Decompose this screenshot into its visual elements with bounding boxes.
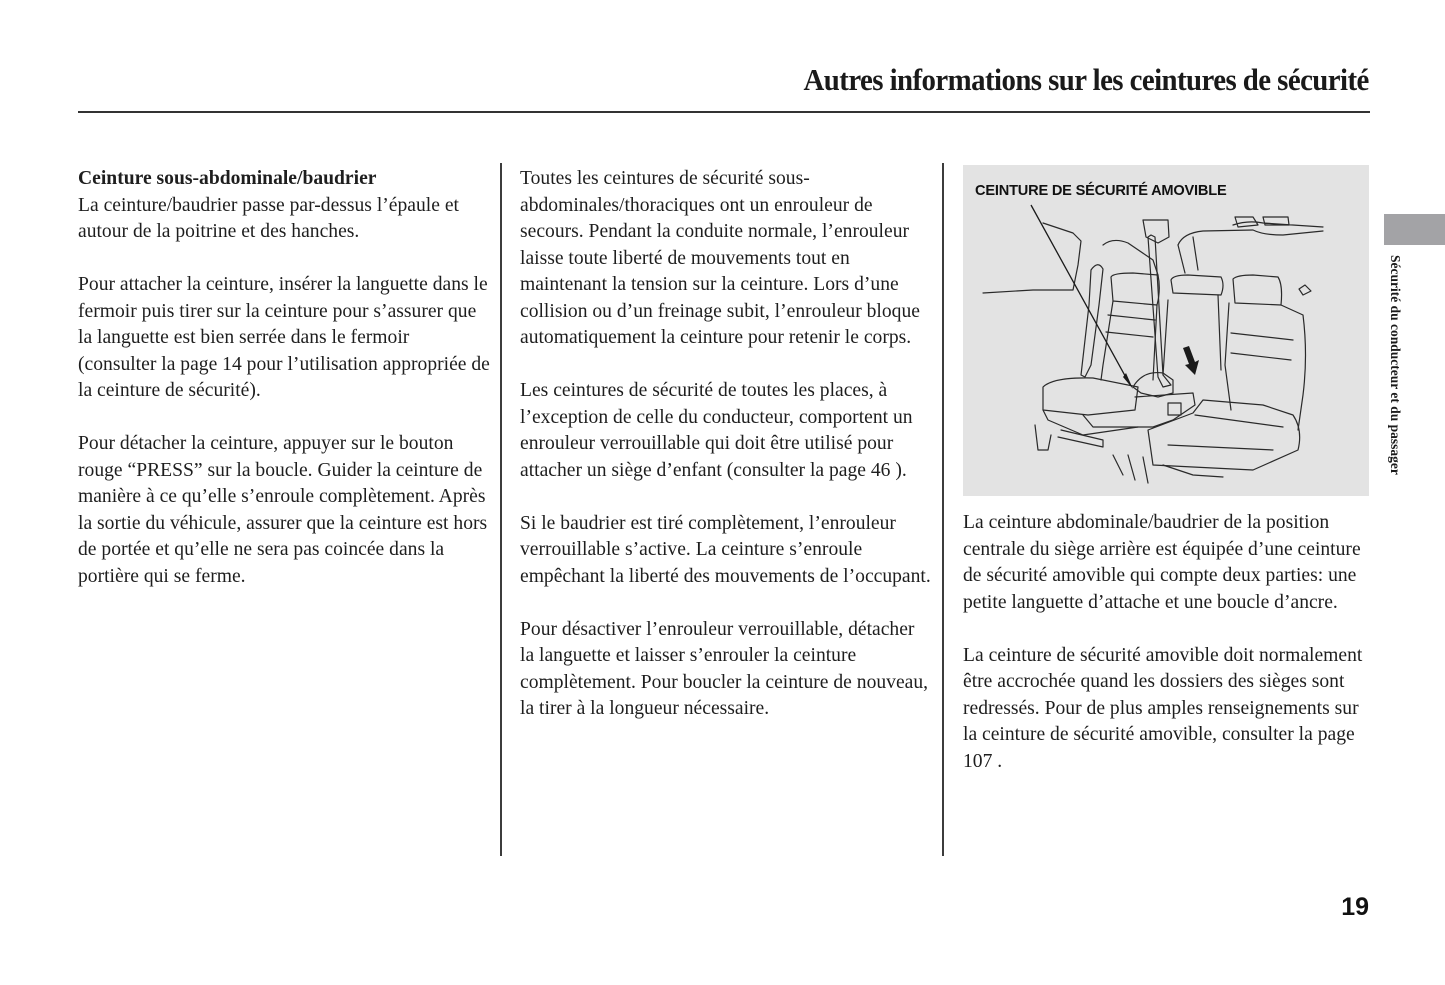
paragraph: La ceinture de sécurité amovible doit normalement être accrochée quand les dossiers des sièges sont redressés. Pour de plus amples renseignements sur la ceinture de sécurité amovible, consulter la page 107 . bbox=[963, 644, 1363, 772]
section-side-label: Sécurité du conducteur et du passager bbox=[1388, 255, 1403, 475]
section-tab-marker bbox=[1384, 214, 1445, 245]
paragraph-text: La ceinture/baudrier passe par-dessus l’épaule et autour de la poitrine et des hanches. bbox=[78, 194, 459, 242]
figure-caption: CEINTURE DE SÉCURITÉ AMOVIBLE bbox=[975, 183, 1227, 199]
rear-seat-illustration-icon bbox=[963, 165, 1369, 496]
column-1 bbox=[78, 166, 490, 617]
column-divider bbox=[500, 163, 502, 856]
section-subheading: Ceinture sous-abdominale/baudrier bbox=[78, 168, 377, 189]
page-title: Autres informations sur les ceintures de sécurité bbox=[803, 62, 1369, 97]
paragraph: Si le baudrier est tiré complètement, l’enrouleur verrouillable s’active. La ceinture s’enroule empêchant la liberté des mouvements de l’occupant. bbox=[520, 512, 931, 587]
column-3 bbox=[963, 510, 1369, 802]
paragraph: Pour détacher la ceinture, appuyer sur le bouton rouge “PRESS” sur la boucle. Guider la ceinture de manière à ce qu’elle s’enroule complètement. Après la sortie du véhicule, assurer que la ceinture est hors de portée et qu’elle ne sera pas coincée dans la portière qui se ferme. bbox=[78, 433, 488, 587]
column-divider bbox=[942, 163, 944, 856]
seat-belt-figure bbox=[963, 165, 1369, 496]
page-number: 19 bbox=[1341, 893, 1369, 921]
paragraph: Toutes les ceintures de sécurité sous-abdominales/thoraciques ont un enrouleur de secours. Pendant la conduite normale, l’enrouleur laisse toute liberté de mouvements tout en maintenant la tension sur la ceinture. Lors d’une collision ou d’un freinage subit, l’enrouleur bloque automatiquement la ceinture pour retenir le corps. bbox=[520, 168, 920, 348]
header-rule bbox=[78, 111, 1370, 113]
paragraph: La ceinture abdominale/baudrier de la position centrale du siège arrière est équipée d’une ceinture de sécurité amovible qui compte deux parties: une petite languette d’attache et une boucle d’ancre. bbox=[963, 512, 1361, 613]
paragraph: Pour désactiver l’enrouleur verrouillable, détacher la languette et laisser s’enrouler la ceinture complètement. Pour boucler la ceinture de nouveau, la tirer à la longueur nécessaire. bbox=[520, 618, 929, 719]
column-2 bbox=[520, 166, 932, 749]
paragraph: Pour attacher la ceinture, insérer la languette dans le fermoir puis tirer sur la ceinture pour s’assurer que la languette est bien serrée dans le fermoir (consulter la page 14 pour l’utilisation appropriée de la ceinture de sécurité). bbox=[78, 274, 490, 401]
paragraph bbox=[78, 166, 490, 246]
paragraph: Les ceintures de sécurité de toutes les places, à l’exception de celle du conducteur, comportent un enrouleur verrouillable qui doit être utilisé pour attacher un siège d’enfant (consulter la page 46 ). bbox=[520, 380, 913, 481]
